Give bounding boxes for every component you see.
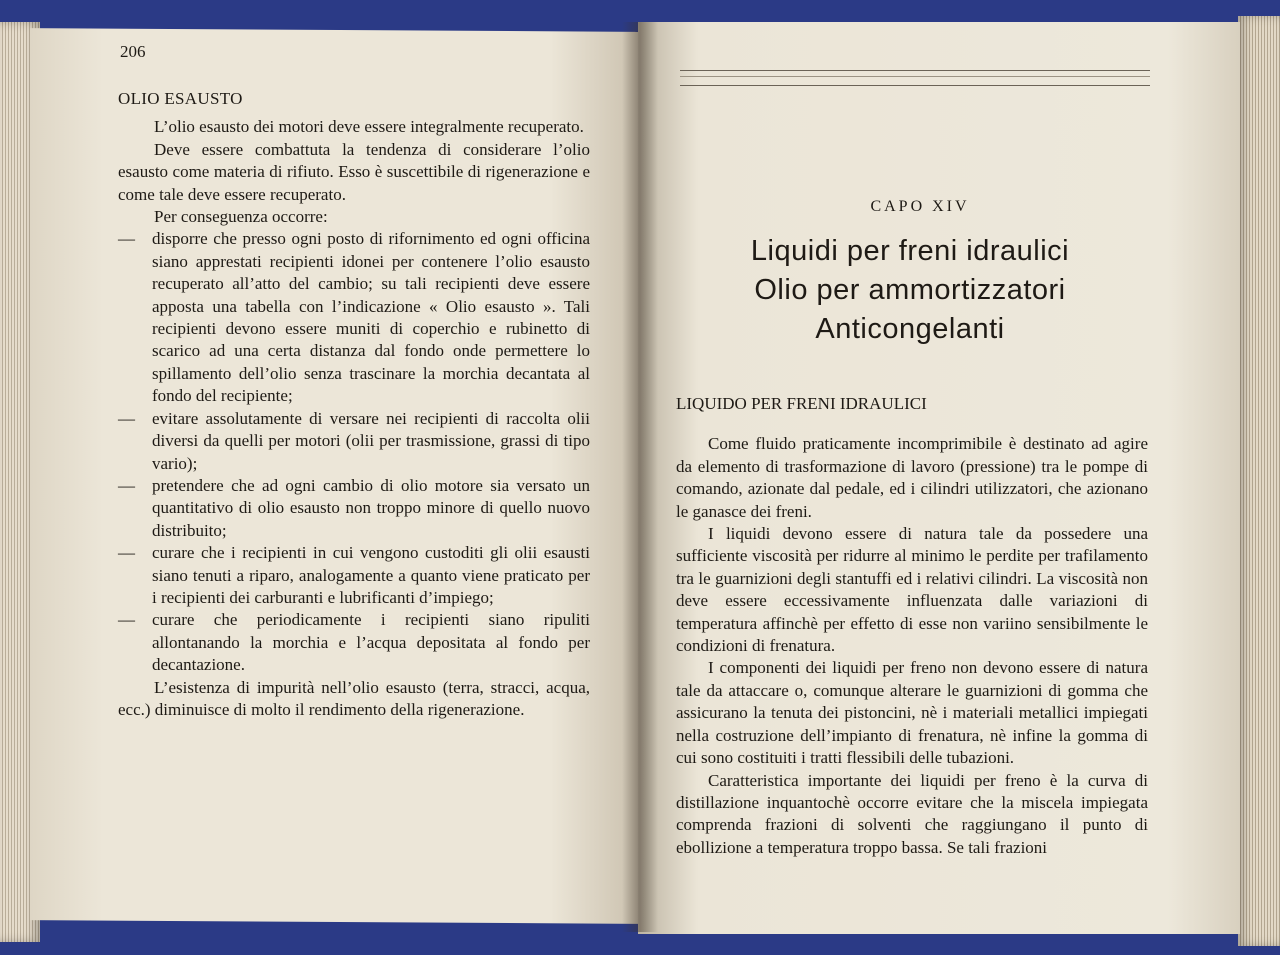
section-title-olio-esausto: OLIO ESAUSTO xyxy=(118,89,243,108)
book-gutter xyxy=(622,22,658,932)
paragraph: Per conseguenza occorre: xyxy=(154,207,328,227)
paragraph: Deve essere combattuta la tendenza di considerare l’olio esausto come materia di rifiuto. Esso è suscettibile di rigenerazione e come tale deve essere recuperato. xyxy=(118,139,590,204)
chapter-header-rule xyxy=(680,70,1150,86)
list-item-text: disporre che presso ogni posto di rifornimento ed ogni officina siano apprestati recipienti idonei per contenere l’olio esausto recuperato all’atto del cambio; su tali recipienti deve essere apposta una tabella con l’indicazione « Olio esausto ». Tali recipienti devono essere muniti di coperchio e rubinetto di scarico ad una certa distanza dal fondo onde permettere lo spillamento dell’olio senza trascinare la morchia decantata al fondo del recipiente; xyxy=(152,229,590,406)
chapter-label: CAPO XIV xyxy=(870,198,970,215)
list-dash: — xyxy=(118,475,135,495)
list-item xyxy=(118,609,590,676)
paragraph: Come fluido praticamente incomprimibile è destinato ad agire da elemento di trasformazione di lavoro (pressione) tra le pompe di comando, azionate dal pedale, ed i cilindri utilizzatori, che azionano le ganasce dei freni. xyxy=(676,434,1148,521)
list-item xyxy=(118,228,590,407)
chapter-title-line: Olio per ammortizzatori xyxy=(754,274,1066,306)
list-item-text: evitare assolutamente di versare nei recipienti di raccolta olii diversi da quelli per motori (olii per trasmissione, grassi di tipo vario); xyxy=(152,408,590,473)
book-edge-right xyxy=(1238,16,1280,946)
paragraph: Caratteristica importante dei liquidi per freno è la curva di distillazione inquantochè occorre evitare che la miscela impiegata comprenda frazioni di solventi che raggiungano il punto di ebollizione a temperatura troppo bassa. Se tali frazioni xyxy=(676,770,1148,857)
list-item xyxy=(118,475,590,542)
list-dash: — xyxy=(118,408,135,428)
list-dash: — xyxy=(118,543,135,563)
left-page-text xyxy=(118,88,590,721)
list-item xyxy=(118,408,590,475)
chapter-title xyxy=(700,232,1120,349)
list-item-text: curare che periodicamente i recipienti siano ripuliti allontanando la morchia e l’acqua depositata al fondo per decantazione. xyxy=(152,610,590,675)
chapter-title-line: Anticongelanti xyxy=(815,313,1005,345)
paragraph: I liquidi devono essere di natura tale da possedere una sufficiente viscosità per ridurre al minimo le perdite per trafilamento tra le guarnizioni degli stantuffi ed i relativi cilindri. La viscosità non deve essere eccessivamente influenzata dalle variazioni di temperatura affinchè per effetto di esse non variino sensibilmente le condizioni di frenatura. xyxy=(676,524,1148,656)
paragraph: I componenti dei liquidi per freno non devono essere di natura tale da attaccare o, comunque alterare le guarnizioni di gomma che assicurano la tenuta dei pistoncini, nè i materiali metallici impiegati nella costruzione dell’impianto di frenatura, nè infine la gomma di cui sono costituiti i tratti flessibili delle tubazioni. xyxy=(676,658,1148,768)
paragraph: L’olio esausto dei motori deve essere integralmente recuperato. xyxy=(154,117,584,137)
list-item xyxy=(118,542,590,609)
list-dash: — xyxy=(118,229,135,249)
list-item-text: pretendere che ad ogni cambio di olio motore sia versato un quantitativo di olio esausto non troppo minore di quello nuovo distribuito; xyxy=(152,475,590,540)
right-page-text xyxy=(676,393,1148,859)
page-number: 206 xyxy=(120,42,146,61)
list-dash: — xyxy=(118,610,135,630)
list-item-text: curare che i recipienti in cui vengono custoditi gli olii esausti siano tenuti a riparo, analogamente a quanto viene praticato per i recipienti dei carburanti e lubrificanti d’impiego; xyxy=(152,543,590,607)
section-title-liquido: LIQUIDO PER FRENI IDRAULICI xyxy=(676,394,927,413)
paragraph: L’esistenza di impurità nell’olio esausto (terra, stracci, acqua, ecc.) diminuisce di molto il rendimento della rigenerazione. xyxy=(118,677,590,719)
chapter-title-line: Liquidi per freni idraulici xyxy=(750,235,1070,267)
